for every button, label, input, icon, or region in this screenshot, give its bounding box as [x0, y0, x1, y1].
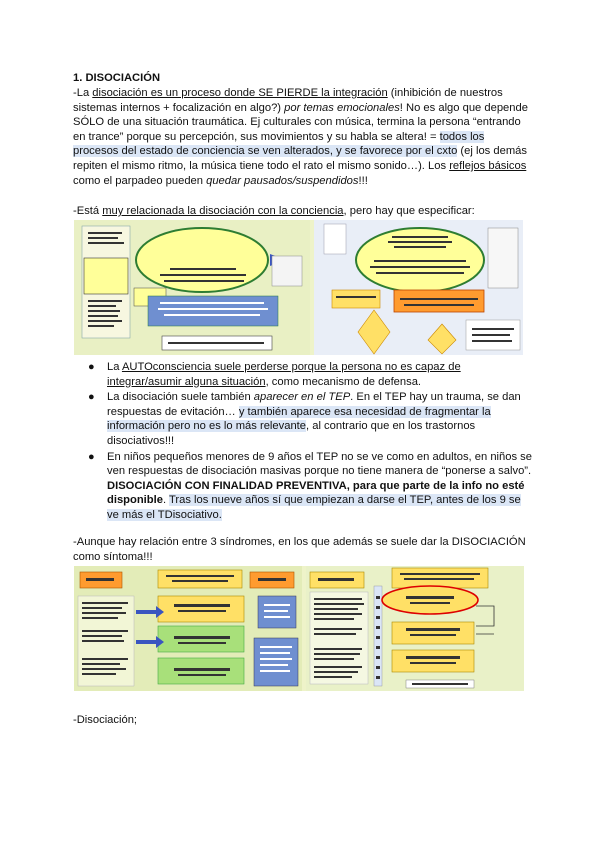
paragraph-conciencia — [73, 204, 528, 219]
paragraph-disociacion-definition — [73, 86, 528, 188]
section-heading: 1. DISOCIACIÓN — [73, 72, 161, 84]
text-run: , pero hay que especificar: — [343, 205, 475, 217]
text-run: -Está — [73, 205, 103, 217]
text-run: (inhibición de nuestros sistemas internos + focalización en algo?) — [73, 87, 503, 114]
text-run: , como mecanismo de defensa. — [265, 375, 422, 388]
text-run: , al contrario que en los trastornos disociativos!!! — [107, 420, 476, 447]
text-run-highlighted: Tras los nueve años sí que empiezan a darse el TEP, antes de los 9 se ve más el TDisociativo. — [107, 494, 521, 521]
text-run: En niños pequeños menores de 9 años el TEP no se ve como en adultos, en niños se ven respuestas de disociación masivas porque no tiene manera de “ponerse a salvo”. — [107, 450, 532, 478]
text-run-highlighted: y también aparece esa necesidad de fragmentar la información pero no es lo más relevante — [107, 405, 491, 433]
figure-conciencia-diagram — [74, 220, 523, 355]
text-run-underlined: reflejos básicos — [449, 159, 527, 172]
bullet-icon: ● — [88, 450, 95, 463]
text-run: (ej los demás repiten el mismo ritmo, la música tiene todo el rato el mismo sonido…). Los — [73, 145, 527, 172]
bullet-list — [73, 360, 533, 524]
text-run: . — [162, 494, 169, 507]
text-run: ! No es algo que depende SÓLO de una situación traumática. Ej culturales con música, termina la persona “entrando en trance” porque su percepción, sus movimientos y su habla se altera! = — [73, 101, 528, 143]
text-run: La disociación suele también — [107, 391, 254, 404]
bullet-icon: ● — [88, 391, 95, 404]
text-run: . En el TEP hay un trauma, se dan respuestas de evitación… — [107, 391, 521, 418]
text-run-italic: aparecer en el TEP — [253, 391, 351, 404]
text-run: -La — [73, 87, 93, 99]
list-item — [73, 450, 533, 523]
paragraph-sindromes: -Aunque hay relación entre 3 síndromes, en los que además se suele dar la DISOCIACIÓN como síntoma!!! — [73, 536, 526, 563]
text-run: como el parpadeo pueden — [73, 174, 207, 187]
text-run-italic: por temas emocionales — [284, 101, 400, 114]
text-run: !!! — [358, 174, 368, 187]
text-run-italic: quedar pausados/suspendidos — [206, 174, 359, 187]
paragraph-disociacion-label: -Disociación; — [73, 714, 138, 726]
list-item — [73, 360, 533, 389]
text-run-bold: DISOCIACIÓN CON FINALIDAD PREVENTIVA, para que parte de la info no esté disponible — [107, 479, 525, 507]
list-item — [73, 390, 533, 448]
text-run: La — [107, 361, 122, 373]
text-run-underlined: disociación es un proceso donde SE PIERDE la integración — [92, 87, 388, 99]
text-run-underlined: muy relacionada la disociación con la conciencia — [102, 205, 344, 217]
bullet-icon: ● — [88, 361, 95, 373]
figure-sindromes-diagram — [74, 566, 524, 691]
text-run-highlighted: todos los procesos del estado de conciencia se ven alterados, y se favorece por el cxto — [73, 130, 485, 158]
text-run-underlined: AUTOconsciencia suele perderse porque la persona no es capaz de integrar/asumir alguna situación — [107, 361, 461, 388]
